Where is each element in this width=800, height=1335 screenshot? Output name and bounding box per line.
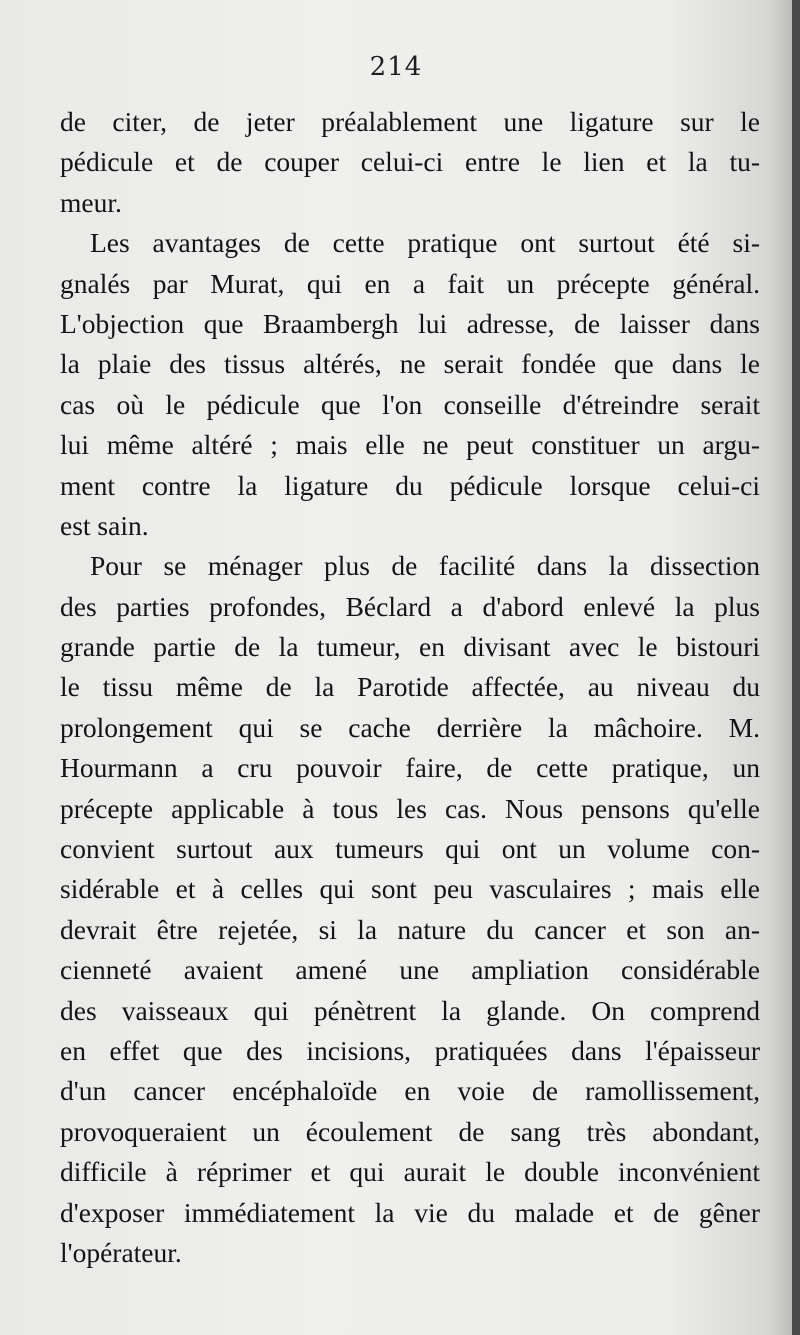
text-line: précepte applicable à tous les cas. Nous pensons qu'elle	[60, 792, 760, 824]
text-line: Hourmann a cru pouvoir faire, de cette pratique, un	[60, 752, 760, 784]
text-line: meur.	[60, 186, 122, 218]
text-line: d'un cancer encéphaloïde en voie de ramollissement,	[60, 1075, 760, 1107]
page-text	[60, 102, 760, 1273]
text-line: cienneté avaient amené une ampliation considérable	[60, 954, 760, 986]
text-line: la plaie des tissus altérés, ne serait fondée que dans le	[60, 348, 760, 380]
text-line: provoqueraient un écoulement de sang très abondant,	[60, 1115, 760, 1147]
text-line: Les avantages de cette pratique ont surtout été si-	[90, 227, 760, 259]
text-line: cas où le pédicule que l'on conseille d'étreindre serait	[60, 388, 760, 420]
text-line: gnalés par Murat, qui en a fait un précepte général.	[60, 267, 760, 299]
text-line: des parties profondes, Béclard a d'abord enlevé la plus	[60, 590, 760, 622]
text-line: l'opérateur.	[60, 1236, 182, 1268]
text-line: en effet que des incisions, pratiquées dans l'épaisseur	[60, 1034, 760, 1066]
text-line: ment contre la ligature du pédicule lorsque celui-ci	[60, 469, 760, 501]
text-line: Pour se ménager plus de facilité dans la dissection	[90, 550, 760, 582]
text-line: de citer, de jeter préalablement une ligature sur le	[60, 106, 760, 137]
text-line: d'exposer immédiatement la vie du malade et de gêner	[60, 1196, 760, 1228]
text-line: prolongement qui se cache derrière la mâchoire. M.	[60, 711, 760, 743]
text-line: sidérable et à celles qui sont peu vasculaires ; mais elle	[60, 873, 760, 905]
text-line: grande partie de la tumeur, en divisant avec le bistouri	[60, 631, 760, 663]
text-line: devrait être rejetée, si la nature du cancer et son an-	[60, 913, 760, 945]
text-line: convient surtout aux tumeurs qui ont un volume con-	[60, 833, 760, 865]
text-line: lui même altéré ; mais elle ne peut constituer un argu-	[60, 429, 760, 461]
page-number: 214	[369, 52, 423, 82]
text-line: pédicule et de couper celui-ci entre le lien et la tu-	[60, 146, 760, 178]
text-line: difficile à réprimer et qui aurait le double inconvénient	[60, 1156, 760, 1188]
text-line: des vaisseaux qui pénètrent la glande. On comprend	[60, 994, 760, 1026]
text-line: est sain.	[60, 509, 149, 541]
text-line: L'objection que Braambergh lui adresse, de laisser dans	[60, 307, 760, 339]
text-line: le tissu même de la Parotide affectée, au niveau du	[60, 671, 760, 703]
